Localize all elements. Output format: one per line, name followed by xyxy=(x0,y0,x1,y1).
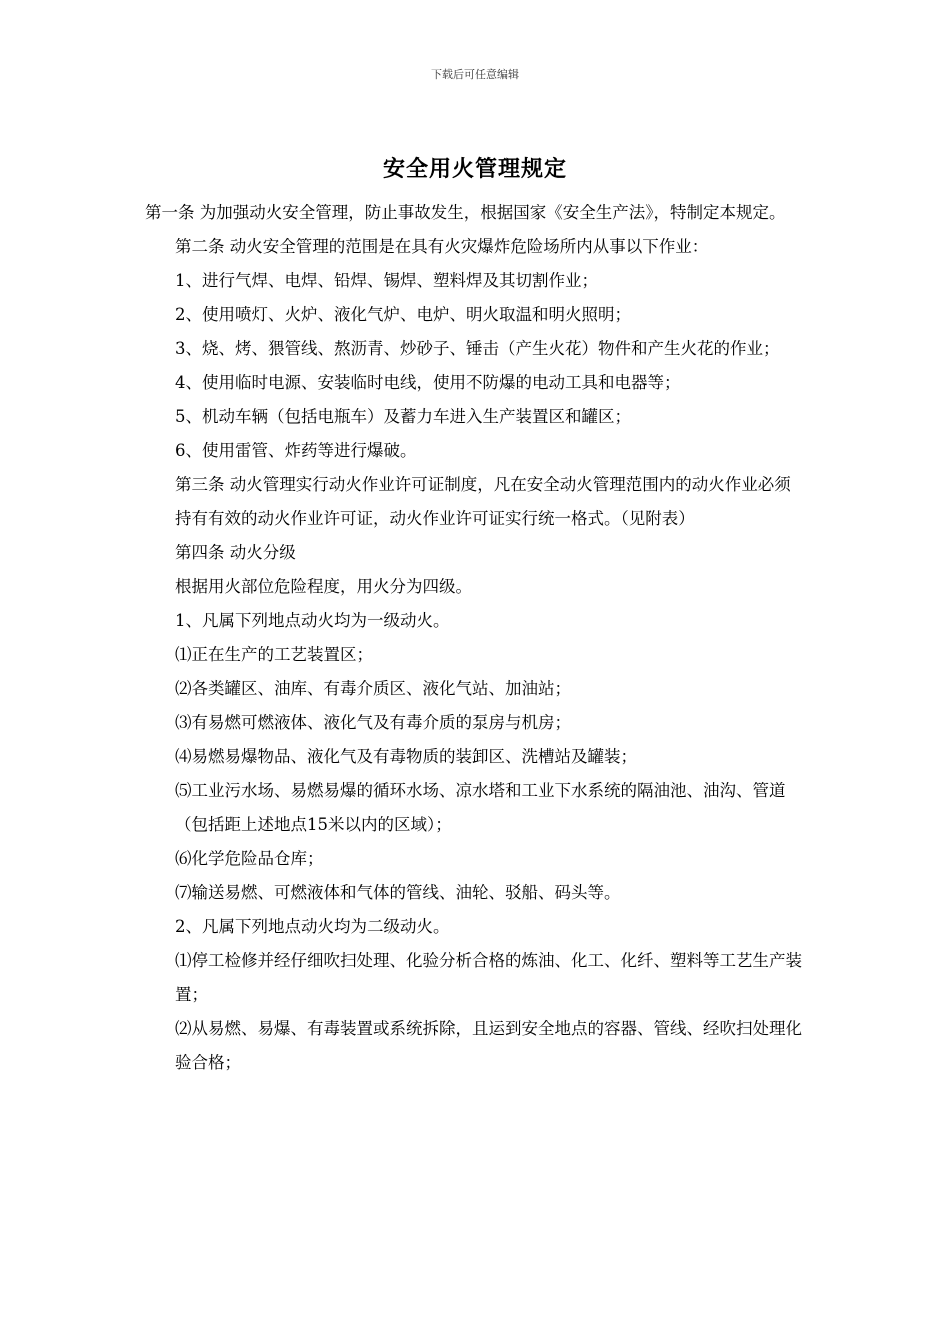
list-item: 1、凡属下列地点动火均为一级动火。 xyxy=(175,611,450,630)
list-item: 4、使用临时电源、安装临时电线，使用不防爆的电动工具和电器等； xyxy=(175,373,681,392)
list-item: ⑴正在生产的工艺装置区； xyxy=(175,645,373,664)
list-item: 5、机动车辆（包括电瓶车）及蓄力车进入生产装置区和罐区； xyxy=(175,407,631,426)
list-item: ⑵从易燃、易爆、有毒装置或系统拆除，且运到安全地点的容器、管线、经吹扫处理化验合格； xyxy=(175,1019,802,1072)
list-item: 6、使用雷管、炸药等进行爆破。 xyxy=(175,441,417,460)
list-item: ⑴停工检修并经仔细吹扫处理、化验分析合格的炼油、化工、化纤、塑料等工艺生产装置； xyxy=(175,951,802,1004)
list-item: ⑹化学危险品仓库； xyxy=(175,849,324,868)
list-item: ⑸工业污水场、易燃易爆的循环水场、凉水塔和工业下水系统的隔油池、油沟、管道（包括距上述地点15米以内的区域）； xyxy=(175,781,786,834)
paragraph: 根据用火部位危险程度，用火分为四级。 xyxy=(175,577,472,596)
paragraph: 第三条 动火管理实行动火作业许可证制度，凡在安全动火管理范围内的动火作业必须持有有效的动火作业许可证，动火作业许可证实行统一格式。（见附表） xyxy=(175,475,791,528)
paragraph: 第一条 为加强动火安全管理，防止事故发生，根据国家《安全生产法》，特制定本规定。 xyxy=(145,203,786,222)
list-item: 3、烧、烤、猥管线、熬沥青、炒砂子、锤击（产生火花）物件和产生火花的作业； xyxy=(175,339,780,358)
list-item: 2、使用喷灯、火炉、液化气炉、电炉、明火取温和明火照明； xyxy=(175,305,631,324)
header-note: 下载后可任意编辑 xyxy=(431,68,519,81)
list-item: ⑵各类罐区、油库、有毒介质区、液化气站、加油站； xyxy=(175,679,571,698)
list-item: ⑷易燃易爆物品、液化气及有毒物质的装卸区、洗槽站及罐装； xyxy=(175,747,637,766)
paragraph: 第二条 动火安全管理的范围是在具有火灾爆炸危险场所内从事以下作业： xyxy=(175,237,709,256)
document-body xyxy=(145,196,807,1080)
list-item: ⑶有易燃可燃液体、液化气及有毒介质的泵房与机房； xyxy=(175,713,571,732)
document-title: 安全用火管理规定 xyxy=(382,156,567,182)
list-item: 2、凡属下列地点动火均为二级动火。 xyxy=(175,917,450,936)
list-item: 1、进行气焊、电焊、铅焊、锡焊、塑料焊及其切割作业； xyxy=(175,271,598,290)
list-item: ⑺输送易燃、可燃液体和气体的管线、油轮、驳船、码头等。 xyxy=(175,883,621,902)
paragraph: 第四条 动火分级 xyxy=(175,543,296,562)
